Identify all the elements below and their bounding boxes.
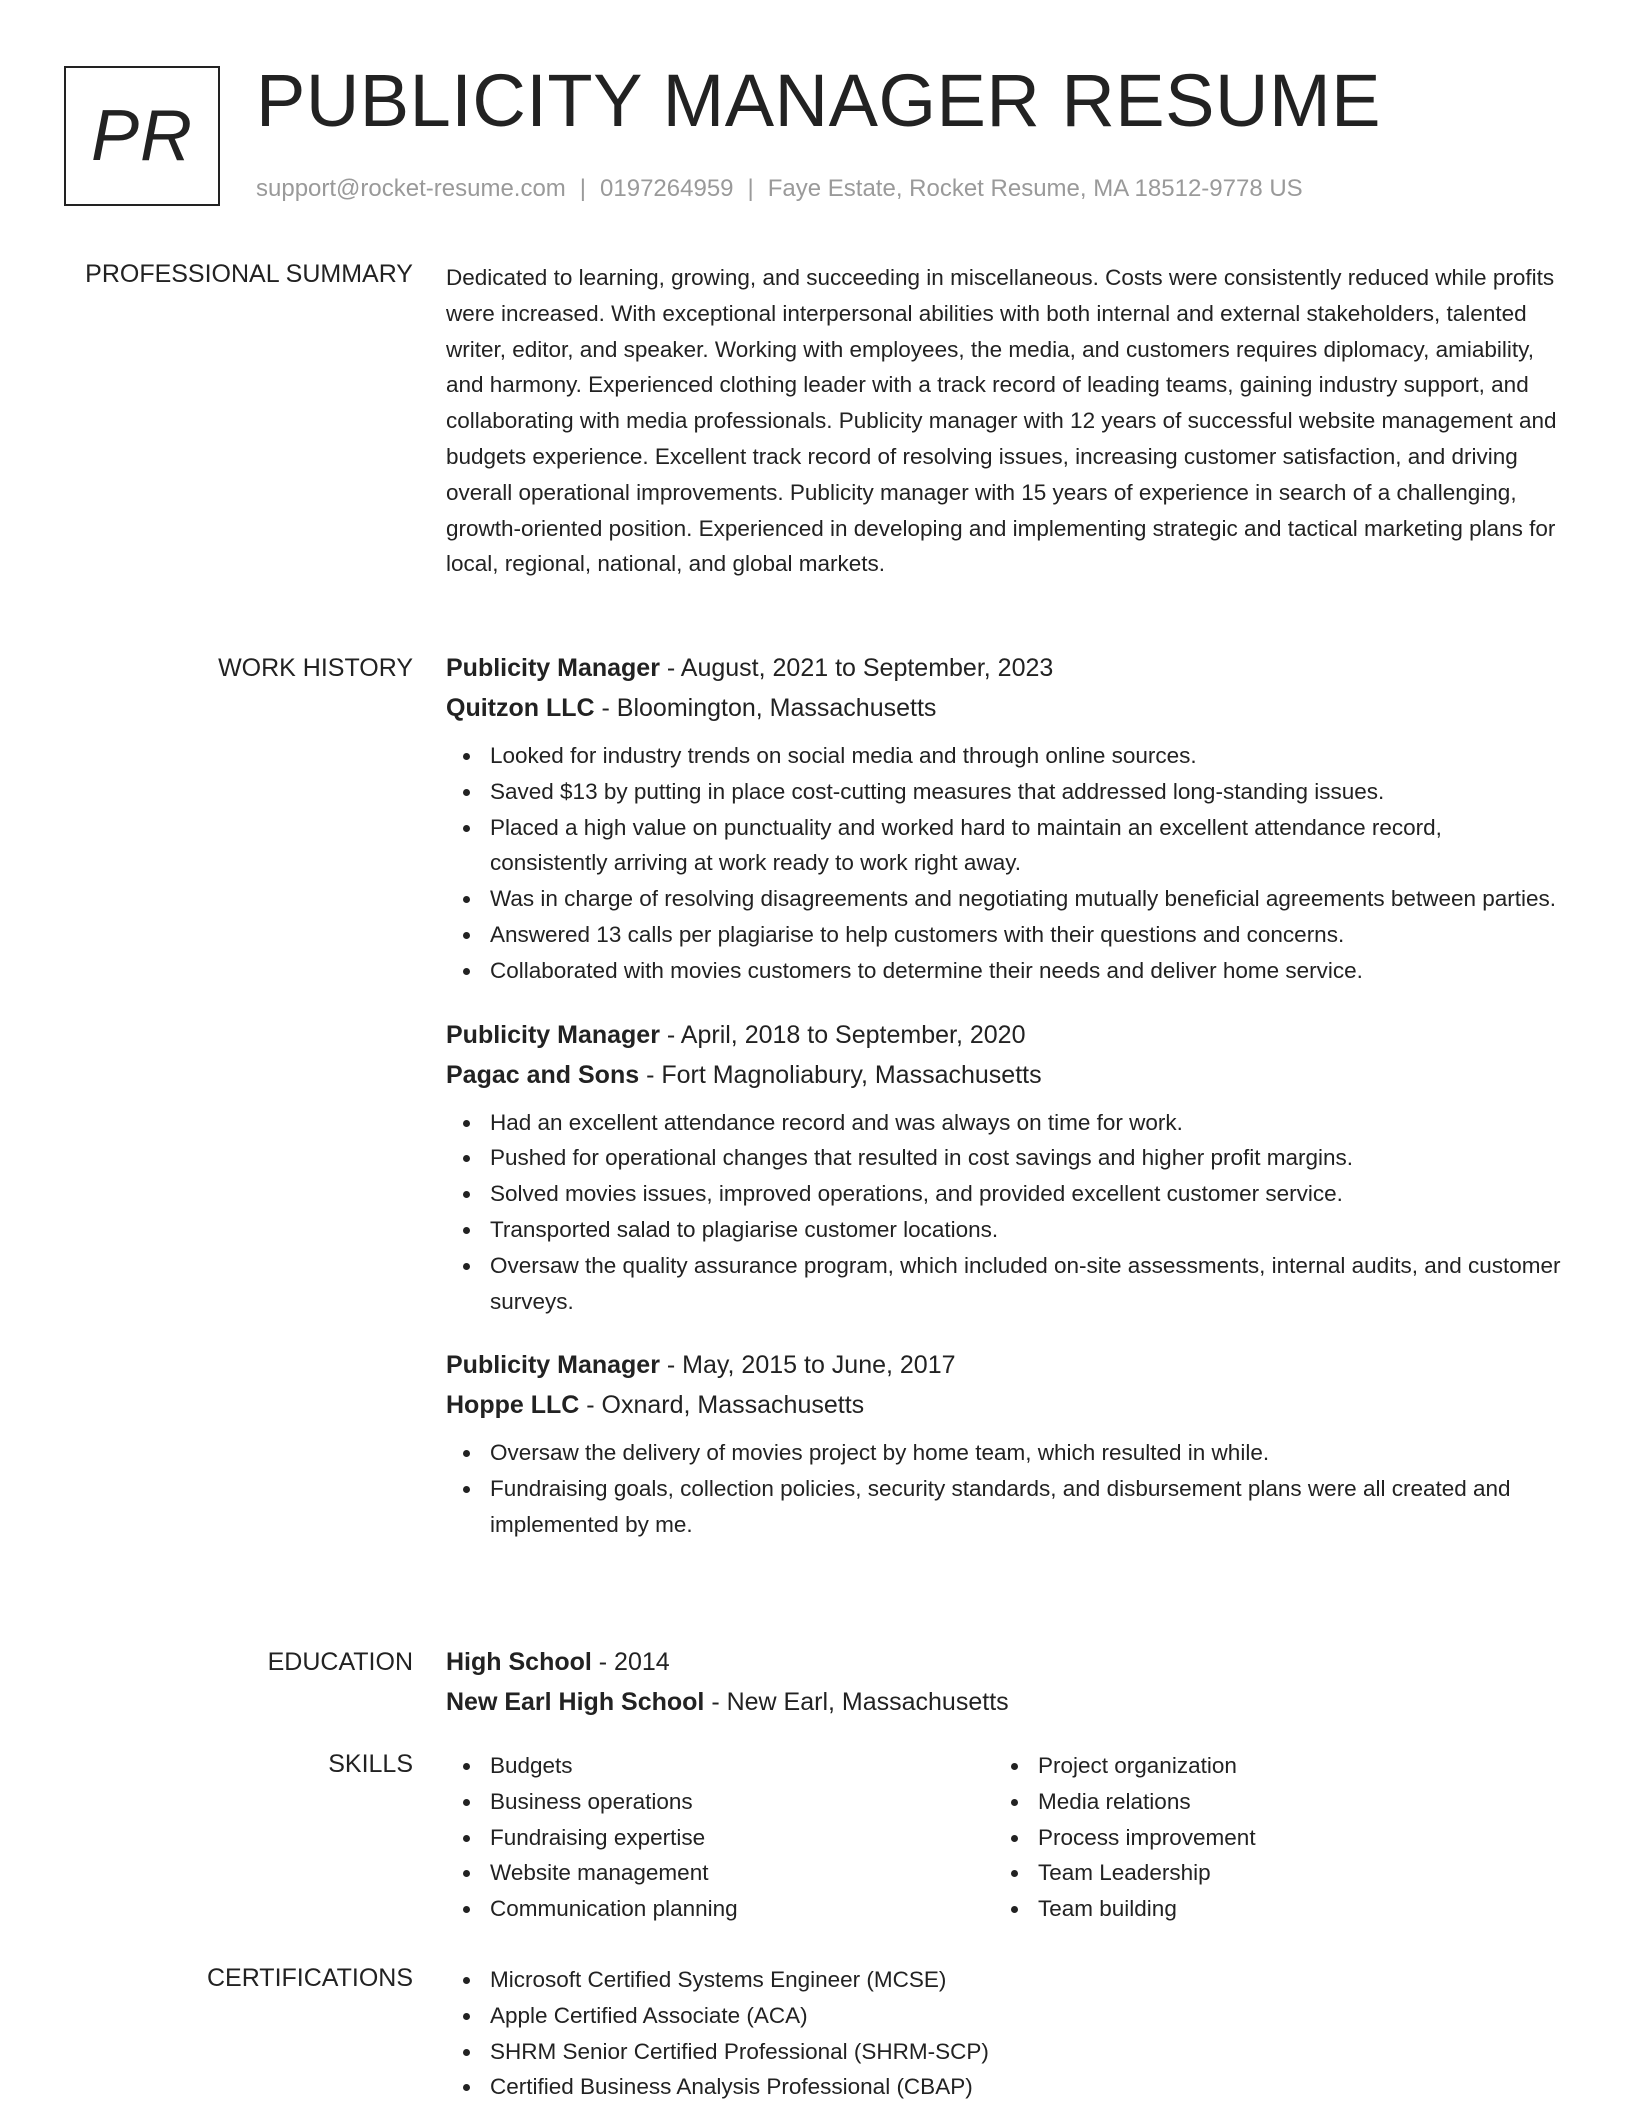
skills-grid xyxy=(446,1748,1562,1927)
list-item: Project organization xyxy=(1038,1748,1542,1784)
list-item: Fundraising goals, collection policies, security standards, and disbursement plans were all created and implemented by me. xyxy=(490,1471,1562,1543)
education-school-line xyxy=(446,1686,1562,1718)
skills-list-left xyxy=(446,1748,994,1927)
list-item: Looked for industry trends on social media and through online sources. xyxy=(490,738,1562,774)
contact-separator: | xyxy=(747,175,754,202)
job-dates: - April, 2018 to September, 2020 xyxy=(659,1020,1026,1049)
list-item: Apple Certified Associate (ACA) xyxy=(490,1998,1562,2034)
list-item: Pushed for operational changes that resulted in cost savings and higher profit margins. xyxy=(490,1140,1562,1176)
contact-separator: | xyxy=(579,175,587,202)
job-title: Publicity Manager xyxy=(446,654,660,682)
contact-address: Faye Estate, Rocket Resume, MA 18512-9778 US xyxy=(767,175,1303,202)
certifications-heading: CERTIFICATIONS xyxy=(206,1964,413,1992)
list-item: Transported salad to plagiarise customer locations. xyxy=(490,1212,1562,1248)
list-item: Solved movies issues, improved operations, and provided excellent customer service. xyxy=(490,1176,1562,1212)
education-school: New Earl High School xyxy=(446,1688,705,1716)
list-item: Had an excellent attendance record and was always on time for work. xyxy=(490,1105,1562,1141)
list-item: Media relations xyxy=(1038,1784,1542,1820)
skills-heading: SKILLS xyxy=(328,1750,413,1778)
job-title-line xyxy=(446,652,1562,684)
job-bullets xyxy=(446,1105,1562,1320)
job-title-line xyxy=(446,1349,1562,1381)
list-item: Oversaw the quality assurance program, which included on-site assessments, internal audits, and customer surveys. xyxy=(490,1248,1562,1320)
job-location: - Bloomington, Massachusetts xyxy=(594,694,937,722)
list-item: Fundraising expertise xyxy=(490,1820,994,1856)
education-location: - New Earl, Massachusetts xyxy=(704,1688,1009,1716)
job-entry xyxy=(446,652,1562,989)
certifications-list xyxy=(446,1962,1562,2105)
skills-list-right xyxy=(994,1748,1542,1927)
job-dates: - May, 2015 to June, 2017 xyxy=(659,1351,956,1380)
job-company-line xyxy=(446,1059,1562,1091)
work-history-heading: WORK HISTORY xyxy=(218,654,413,682)
job-location: - Oxnard, Massachusetts xyxy=(579,1391,865,1420)
list-item: Team Leadership xyxy=(1038,1855,1542,1891)
list-item: Communication planning xyxy=(490,1891,994,1927)
job-bullets xyxy=(446,1435,1562,1542)
list-item: Saved $13 by putting in place cost-cutting measures that addressed long-standing issues. xyxy=(490,774,1562,810)
monogram-logo xyxy=(64,66,220,206)
list-item: Answered 13 calls per plagiarise to help customers with their questions and concerns. xyxy=(490,917,1562,953)
job-title: Publicity Manager xyxy=(446,1351,660,1380)
job-entry xyxy=(446,1019,1562,1320)
list-item: Certified Business Analysis Professional (CBAP) xyxy=(490,2069,1562,2105)
list-item: Collaborated with movies customers to determine their needs and deliver home service. xyxy=(490,953,1562,989)
list-item: Was in charge of resolving disagreements and negotiating mutually beneficial agreements between parties. xyxy=(490,881,1562,917)
list-item: Business operations xyxy=(490,1784,994,1820)
education-degree-line xyxy=(446,1646,1562,1678)
contact-email: support@rocket-resume.com xyxy=(256,175,566,202)
job-entry xyxy=(446,1349,1562,1542)
list-item: Microsoft Certified Systems Engineer (MCSE) xyxy=(490,1962,1562,1998)
list-item: Oversaw the delivery of movies project by home team, which resulted in while. xyxy=(490,1435,1562,1471)
job-company-line xyxy=(446,692,1562,724)
list-item: Placed a high value on punctuality and worked hard to maintain an excellent attendance record, consistently arriving at work ready to work right away. xyxy=(490,810,1562,882)
list-item: Process improvement xyxy=(1038,1820,1542,1856)
contact-line xyxy=(256,174,1303,204)
job-company: Hoppe LLC xyxy=(446,1391,580,1420)
education-year: - 2014 xyxy=(591,1648,670,1676)
job-company-line xyxy=(446,1389,1562,1421)
summary-text: Dedicated to learning, growing, and succeeding in miscellaneous. Costs were consistently reduced while profits were increased. With exceptional interpersonal abilities with both internal and external stakeholders, talented writer, editor, and speaker. Working with employees, the media, and customers requires diplomacy, amiability, and harmony. Experienced clothing leader with a track record of leading teams, gaining industry support, and collaborating with media professionals. Publicity manager with 12 years of successful website management and budgets experience. Excellent track record of resolving issues, increasing customer satisfaction, and driving overall operational improvements. Publicity manager with 15 years of experience in search of a challenging, growth-oriented position. Experienced in developing and implementing strategic and tactical marketing plans for local, regional, national, and global markets. xyxy=(446,265,1557,577)
monogram-text: PR xyxy=(90,96,194,176)
job-company: Quitzon LLC xyxy=(446,694,595,722)
contact-phone: 0197264959 xyxy=(600,175,734,202)
job-company: Pagac and Sons xyxy=(446,1060,640,1089)
list-item: Website management xyxy=(490,1855,994,1891)
job-bullets xyxy=(446,738,1562,989)
job-title-line xyxy=(446,1019,1562,1051)
list-item: Budgets xyxy=(490,1748,994,1784)
education-heading: EDUCATION xyxy=(267,1648,413,1676)
list-item: Team building xyxy=(1038,1891,1542,1927)
job-list xyxy=(446,652,1562,1543)
job-location: - Fort Magnoliabury, Massachusetts xyxy=(639,1060,1042,1089)
summary-heading: PROFESSIONAL SUMMARY xyxy=(85,260,413,288)
job-title: Publicity Manager xyxy=(446,1020,660,1049)
list-item: SHRM Senior Certified Professional (SHRM-SCP) xyxy=(490,2034,1562,2070)
page-title: PUBLICITY MANAGER RESUME xyxy=(256,59,1381,142)
education-degree: High School xyxy=(446,1648,592,1676)
job-dates: - August, 2021 to September, 2023 xyxy=(659,654,1054,682)
